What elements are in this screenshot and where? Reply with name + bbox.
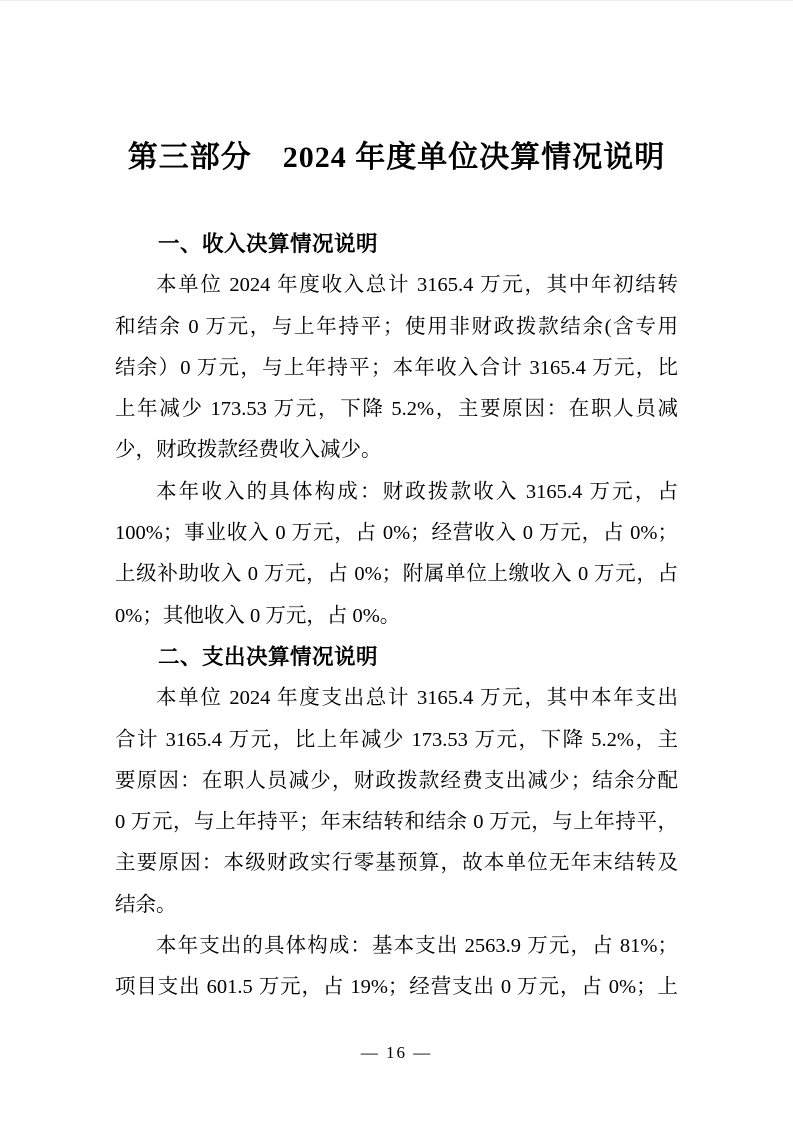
paragraph-line: 项目支出 601.5 万元，占 19%；经营支出 0 万元，占 0%；上 xyxy=(115,976,678,999)
paragraph-line: 结余）0 万元，与上年持平；本年收入合计 3165.4 万元，比 xyxy=(115,356,678,379)
paragraph-line: 要原因：在职人员减少，财政拨款经费支出减少；结余分配 xyxy=(115,769,678,792)
paragraph-line: 本单位 2024 年度收入总计 3165.4 万元，其中年初结转 xyxy=(156,274,678,297)
paragraph-line: 上级补助收入 0 万元，占 0%；附属单位上缴收入 0 万元，占 xyxy=(115,563,678,586)
paragraph-line: 合计 3165.4 万元，比上年减少 173.53 万元，下降 5.2%，主 xyxy=(115,728,678,751)
paragraph-line: 本单位 2024 年度支出总计 3165.4 万元，其中本年支出 xyxy=(156,687,678,710)
paragraph-line: 100%；事业收入 0 万元，占 0%；经营收入 0 万元，占 0%； xyxy=(115,522,678,545)
document-body xyxy=(115,224,678,1009)
paragraph-line: 主要原因：本级财政实行零基预算，故本单位无年末结转及 xyxy=(115,852,678,875)
paragraph-line: 本年收入的具体构成：财政拨款收入 3165.4 万元，占 xyxy=(156,480,678,503)
paragraph-line: 上年减少 173.53 万元，下降 5.2%，主要原因：在职人员减 xyxy=(115,398,678,421)
section-heading-expenditure: 二、支出决算情况说明 xyxy=(158,644,379,669)
page-number: — 16 — xyxy=(360,1043,433,1062)
section-heading-income: 一、收入决算情况说明 xyxy=(158,232,379,256)
paragraph-line: 结余。 xyxy=(115,893,177,916)
paragraph-line: 0%；其他收入 0 万元，占 0%。 xyxy=(115,604,401,627)
paragraph-line: 和结余 0 万元，与上年持平；使用非财政拨款结余(含专用 xyxy=(115,315,678,338)
paragraph-line: 0 万元，与上年持平；年末结转和结余 0 万元，与上年持平， xyxy=(115,811,678,834)
paragraph-line: 本年支出的具体构成：基本支出 2563.9 万元，占 81%； xyxy=(156,935,678,958)
page-title: 第三部分 2024 年度单位决算情况说明 xyxy=(127,141,666,174)
paragraph-line: 少，财政拨款经费收入减少。 xyxy=(115,439,382,462)
